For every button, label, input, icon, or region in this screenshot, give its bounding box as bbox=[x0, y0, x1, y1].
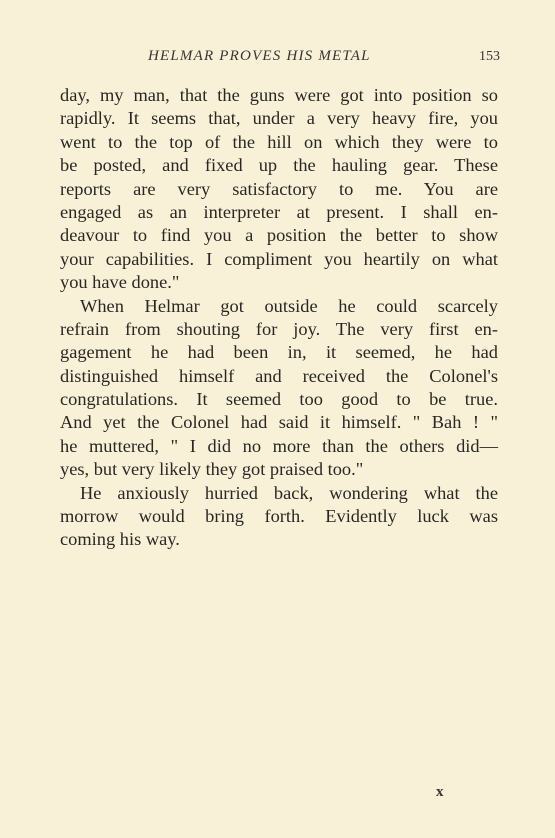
text-line: went to the top of the hill on which they were to bbox=[60, 131, 498, 152]
text-line: When Helmar got outside he could scarcely bbox=[80, 295, 498, 316]
text-line: day, my man, that the guns were got into position so bbox=[60, 85, 498, 105]
text-line: He anxiously hurried back, wondering what the bbox=[80, 482, 498, 503]
text-line: he muttered, " I did no more than the others did— bbox=[60, 435, 498, 456]
paragraph-1 bbox=[60, 84, 498, 295]
text-line: morrow would bring forth. Evidently luck was bbox=[60, 506, 498, 527]
paragraph-3 bbox=[60, 482, 498, 552]
text-line: gagement he had been in, it seemed, he had bbox=[60, 342, 498, 363]
paragraph-2 bbox=[60, 295, 498, 482]
running-head bbox=[60, 48, 500, 70]
text-line: distinguished himself and received the Colonel's bbox=[60, 365, 498, 386]
text-line: And yet the Colonel had said it himself. " Bah ! " bbox=[60, 412, 498, 433]
page-number: 153 bbox=[479, 49, 500, 64]
text-line: coming his way. bbox=[60, 529, 180, 550]
text-line: you have done." bbox=[60, 272, 180, 293]
signature-mark: x bbox=[436, 784, 444, 800]
running-title: HELMAR PROVES HIS METAL bbox=[148, 48, 371, 64]
text-line: be posted, and fixed up the hauling gear. These bbox=[60, 155, 498, 176]
text-line: reports are very satisfactory to me. You are bbox=[60, 178, 498, 199]
text-line: engaged as an interpreter at present. I shall en- bbox=[60, 201, 498, 222]
text-line: your capabilities. I compliment you heartily on what bbox=[60, 248, 498, 269]
text-line: deavour to find you a position the better to show bbox=[60, 225, 498, 246]
text-line: congratulations. It seemed too good to be true. bbox=[60, 389, 498, 410]
text-line: yes, but very likely they got praised too." bbox=[60, 459, 364, 480]
text-line: refrain from shouting for joy. The very first en- bbox=[60, 318, 498, 339]
text-line: rapidly. It seems that, under a very heavy fire, you bbox=[60, 108, 498, 129]
body-text bbox=[60, 84, 498, 552]
